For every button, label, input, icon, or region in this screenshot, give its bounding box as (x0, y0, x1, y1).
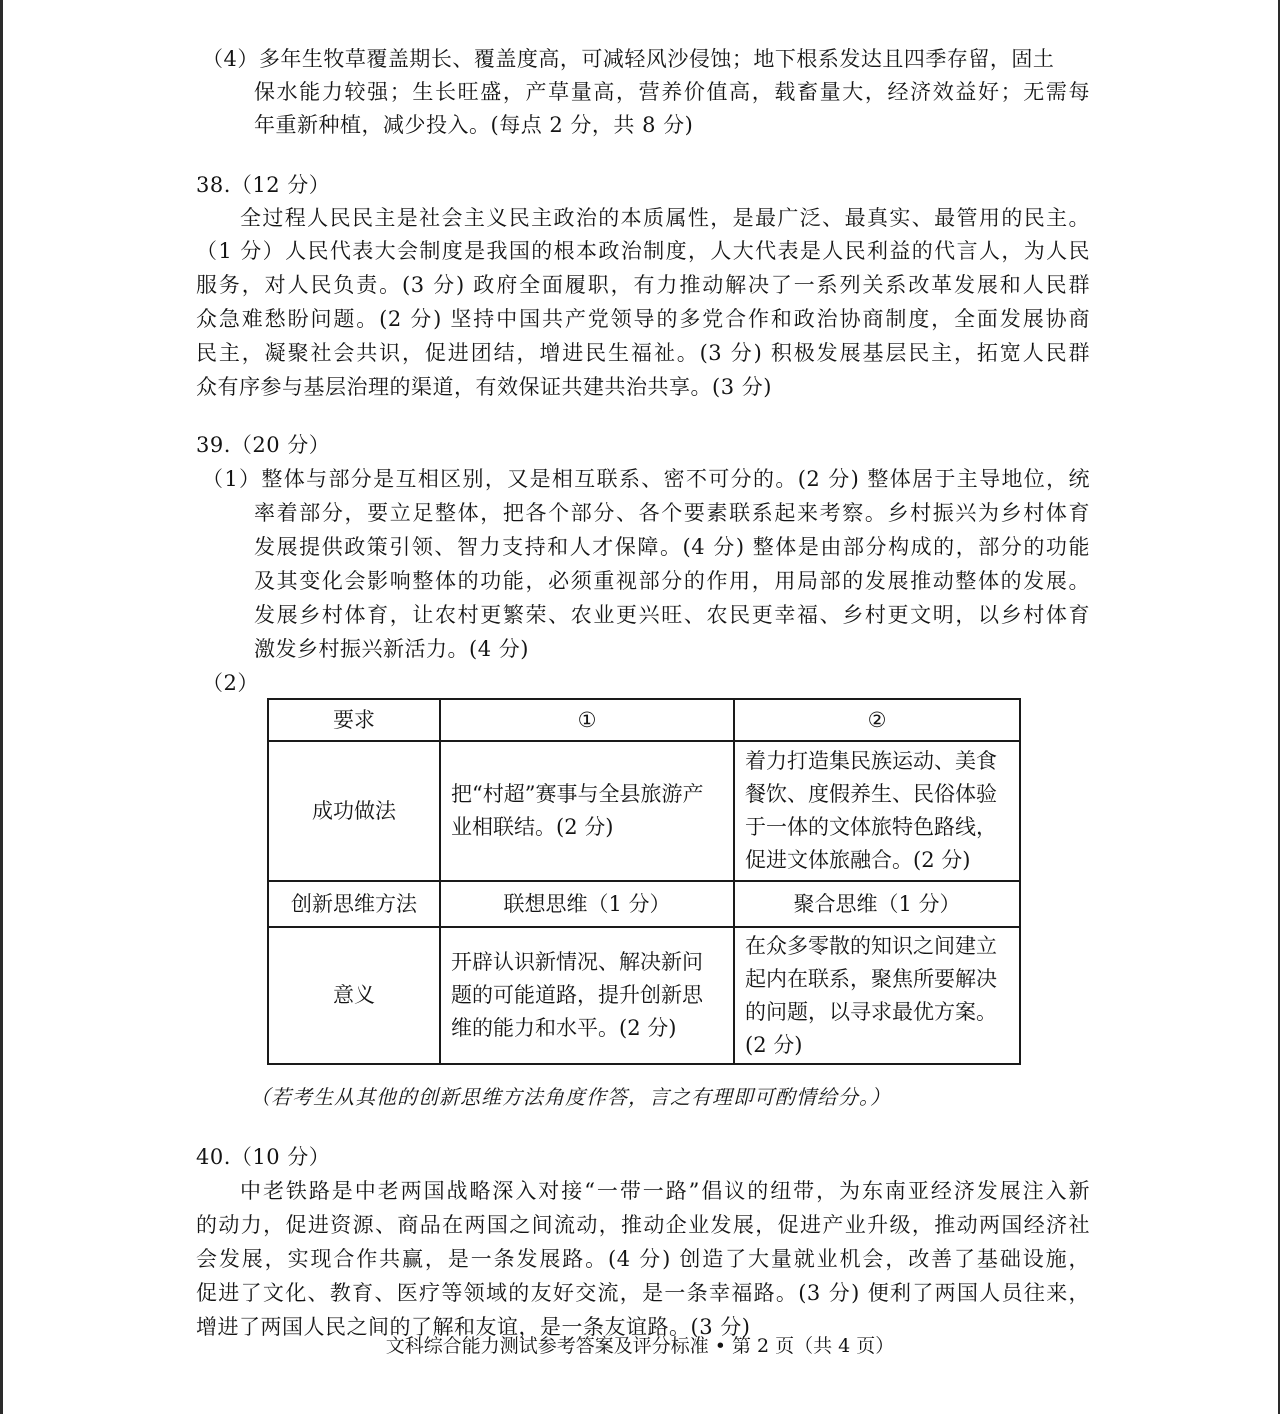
q39-part1-line-6: 激发乡村振兴新活力。(4 分) (254, 637, 529, 661)
q39-part1-line-3: 发展提供政策引领、智力支持和人才保障。(4 分) 整体是由部分构成的，部分的功能 (254, 535, 1090, 559)
q38-line-3: 服务，对人民负责。(3 分) 政府全面履职，有力推动解决了一系列关系改革发展和人民群 (196, 273, 1090, 297)
table-header-requirement: 要求 (268, 699, 440, 741)
table-header-row (268, 699, 1020, 741)
q39-part1-line-2: 率着部分，要立足整体，把各个部分、各个要素联系起来考察。乡村振兴为乡村体育 (254, 501, 1090, 525)
table-row (268, 741, 1020, 881)
q40-line-2: 的动力，促进资源、商品在两国之间流动，推动企业发展，促进产业升级，推动两国经济社 (196, 1213, 1090, 1237)
q39-heading: 39.（20 分） (196, 433, 331, 457)
q40-line-5: 增进了两国人民之间的了解和友谊，是一条友谊路。(3 分) (196, 1315, 751, 1339)
q38-line-6: 众有序参与基层治理的渠道，有效保证共建共治共享。(3 分) (196, 375, 772, 399)
q40-heading: 40.（10 分） (196, 1145, 331, 1169)
table-cell: 在众多零散的知识之间建立起内在联系，聚焦所要解决的问题，以寻求最优方案。(2 分) (734, 927, 1020, 1064)
q37-part4-line-1: （4）多年生牧草覆盖期长、覆盖度高，可减轻风沙侵蚀；地下根系发达且四季存留，固土 (202, 47, 1055, 71)
table-row-label: 成功做法 (268, 741, 440, 881)
q39-grading-note: （若考生从其他的创新思维方法角度作答，言之有理即可酌情给分。） (250, 1085, 891, 1109)
q40-line-3: 会发展，实现合作共赢，是一条发展路。(4 分) 创造了大量就业机会，改善了基础设施， (196, 1247, 1090, 1271)
table-cell: 聚合思维（1 分） (734, 881, 1020, 927)
table-row (268, 881, 1020, 927)
q40-line-4: 促进了文化、教育、医疗等领域的友好交流，是一条幸福路。(3 分) 便利了两国人员往来， (196, 1281, 1090, 1305)
q39-answer-table (267, 698, 1021, 1065)
q38-line-5: 民主，凝聚社会共识，促进团结，增进民生福祉。(3 分) 积极发展基层民主，拓宽人民群 (196, 341, 1090, 365)
table-cell: 着力打造集民族运动、美食餐饮、度假养生、民俗体验于一体的文体旅特色路线，促进文体旅融合。(2 分) (734, 741, 1020, 881)
q38-line-2: （1 分）人民代表大会制度是我国的根本政治制度，人大代表是人民利益的代言人，为人民 (196, 239, 1090, 263)
table-cell: 开辟认识新情况、解决新问题的可能道路，提升创新思维的能力和水平。(2 分) (440, 927, 734, 1064)
q38-heading: 38.（12 分） (196, 173, 331, 197)
q38-line-4: 众急难愁盼问题。(2 分) 坚持中国共产党领导的多党合作和政治协商制度，全面发展协商 (196, 307, 1091, 331)
q37-part4-line-2: 保水能力较强；生长旺盛，产草量高，营养价值高，载畜量大，经济效益好；无需每 (254, 80, 1090, 104)
q39-part1-line-1: （1）整体与部分是互相区别，又是相互联系、密不可分的。(2 分) 整体居于主导地位，统 (202, 467, 1090, 491)
q40-line-1: 中老铁路是中老两国战略深入对接“一带一路”倡议的纽带，为东南亚经济发展注入新 (240, 1179, 1090, 1203)
q37-part4-line-3: 年重新种植，减少投入。(每点 2 分，共 8 分) (254, 113, 694, 137)
table-header-col-2: ② (734, 699, 1020, 741)
q39-part2-label: （2） (202, 671, 259, 695)
q38-line-1: 全过程人民民主是社会主义民主政治的本质属性，是最广泛、最真实、最管用的民主。 (240, 206, 1090, 230)
table-row-label: 创新思维方法 (268, 881, 440, 927)
q39-part1-line-4: 及其变化会影响整体的功能，必须重视部分的作用，用局部的发展推动整体的发展。 (254, 569, 1090, 593)
page-footer: 文科综合能力测试参考答案及评分标准 • 第 2 页（共 4 页） (385, 1335, 895, 1357)
table-row-label: 意义 (268, 927, 440, 1064)
table-row (268, 927, 1020, 1064)
table-header-col-1: ① (440, 699, 734, 741)
table-cell: 联想思维（1 分） (440, 881, 734, 927)
table-cell: 把“村超”赛事与全县旅游产业相联结。(2 分) (440, 741, 734, 881)
q39-part1-line-5: 发展乡村体育，让农村更繁荣、农业更兴旺、农民更幸福、乡村更文明，以乡村体育 (254, 603, 1090, 627)
